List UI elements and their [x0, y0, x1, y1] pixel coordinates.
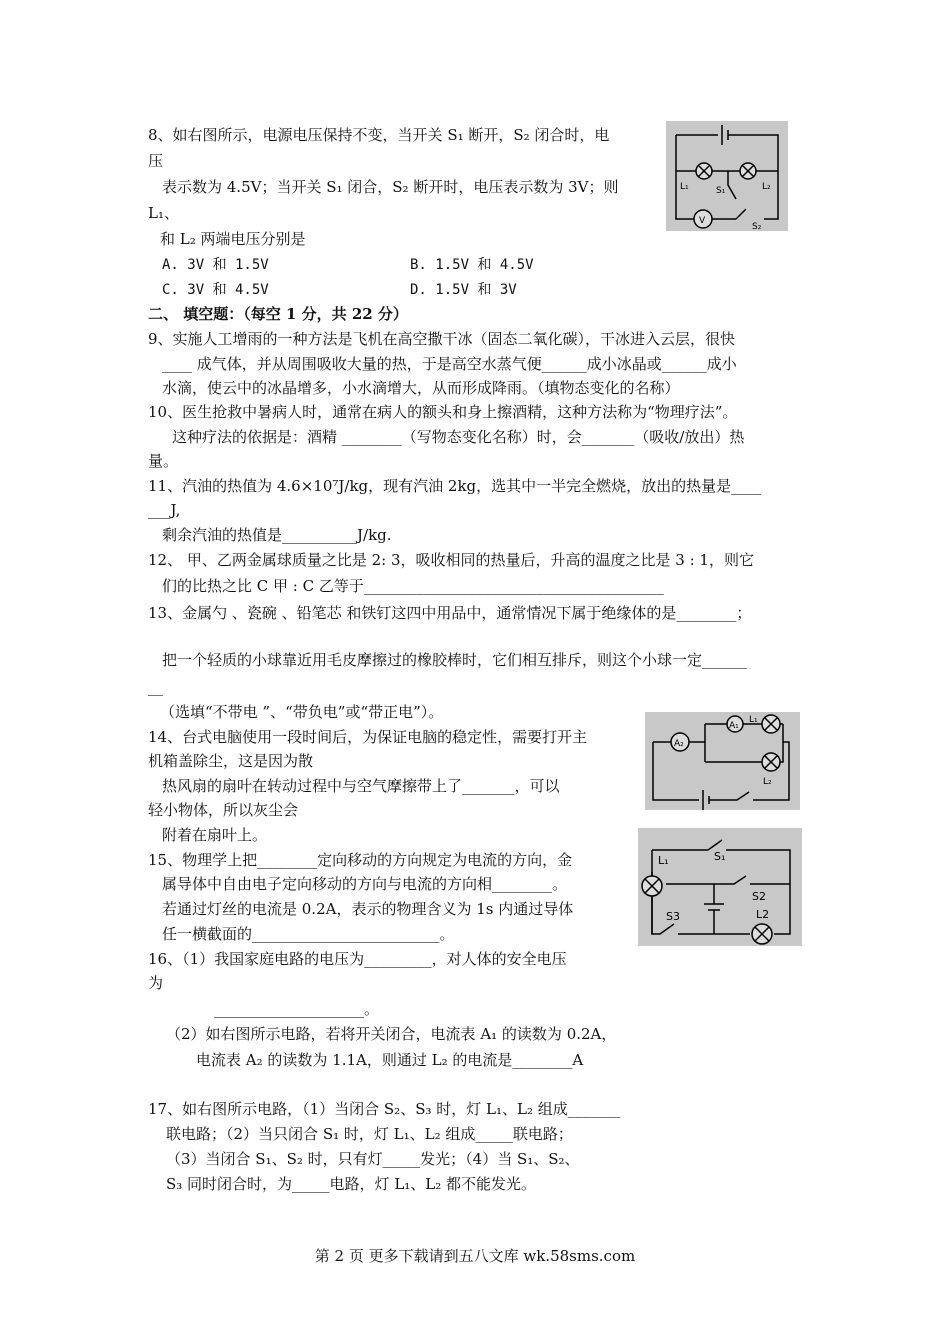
q16-line3: ____________________。 — [214, 1000, 380, 1018]
q8-line1: 8、如右图所示，电源电压保持不变，当开关 S₁ 断开，S₂ 闭合时，电 — [148, 126, 610, 144]
fig1-voltmeter-label: V — [699, 216, 706, 226]
q8-line5: 和 L₂ 两端电压分别是 — [160, 230, 306, 248]
q8-option-c: C. 3V 和 4.5V — [162, 282, 269, 298]
q17-line4: S₃ 同时闭合时，为_____电路，灯 L₁、L₂ 都不能发光。 — [166, 1175, 537, 1193]
q13-line1: 13、金属勺 、瓷碗 、铅笔芯 和铁钉这四中用品中，通常情况下属于绝缘体的是________； — [148, 604, 752, 622]
q15-line4: 任一横截面的_________________________。 — [162, 925, 455, 943]
q12-line1: 12、 甲、乙两金属球质量之比是 2: 3，吸收相同的热量后，升高的温度之比是 3 : 1，则它 — [148, 551, 754, 569]
fig3-s3-label: S3 — [666, 910, 680, 923]
fig1-l2-label: L₂ — [762, 182, 771, 192]
section-title: 二、 填空题：（每空 1 分，共 22 分） — [148, 305, 408, 323]
q17-line2: 联电路；（2）当只闭合 S₁ 时，灯 L₁、L₂ 组成_____联电路； — [166, 1125, 573, 1143]
q14-line3: 热风扇的扇叶在转动过程中与空气摩擦带上了_______，可以 — [162, 777, 560, 795]
q10-line1: 10、医生抢救中暑病人时，通常在病人的额头和身上擦酒精，这种方法称为“物理疗法”。 — [148, 403, 738, 421]
q10-line2: 这种疗法的依据是：酒精 ________（写物态变化名称）时，会_______（吸收/放出）热 — [172, 428, 745, 446]
q16-line1: 16、（1）我国家庭电路的电压为_________，对人体的安全电压 — [148, 950, 567, 968]
q9-line1: 9、实施人工增雨的一种方法是飞机在高空撒干冰（固态二氧化碳），干冰进入云层，很快 — [148, 330, 736, 348]
circuit-diagram-switches — [638, 828, 802, 946]
circuit-figure-q17 — [638, 828, 802, 946]
q10-line3: 量。 — [148, 452, 179, 470]
q11-line2: ___J, — [148, 501, 181, 519]
fig3-l2-label: L2 — [756, 908, 770, 921]
q8-option-a: A. 3V 和 1.5V — [162, 257, 269, 273]
circuit-diagram-ammeters — [645, 712, 800, 810]
circuit-figure-q16 — [645, 712, 800, 810]
q13-line4: （选填“不带电 ”、“带负电”或“带正电”）。 — [160, 703, 444, 721]
q8-line3: 表示数为 4.5V；当开关 S₁ 闭合，S₂ 断开时，电压表示数为 3V；则 — [162, 178, 619, 196]
q14-line5: 附着在扇叶上。 — [162, 826, 268, 844]
page-footer: 第 2 页 更多下载请到五八文库 wk.58sms.com — [314, 1247, 636, 1265]
fig2-l1-label: L₁ — [749, 715, 758, 725]
q15-line1: 15、物理学上把________定向移动的方向规定为电流的方向，金 — [148, 851, 573, 869]
fig2-a2-label: A₂ — [674, 739, 684, 749]
q9-line3: 水滴，使云中的冰晶增多，小水滴增大，从而形成降雨。（填物态变化的名称） — [162, 379, 680, 397]
q17-line3: （3）当闭合 S₁、S₂ 时，只有灯_____发光；（4）当 S₁、S₂、 — [166, 1150, 580, 1168]
q13-line2: 把一个轻质的小球靠近用毛皮摩擦过的橡胶棒时，它们相互排斥，则这个小球一定______ — [162, 651, 748, 669]
q16-line2: 为 — [148, 974, 164, 992]
fig2-l2-label: L₂ — [763, 777, 772, 787]
fig1-s2-label: S₂ — [752, 222, 762, 231]
q8-option-d: D. 1.5V 和 3V — [410, 282, 517, 298]
q15-line3: 若通过灯丝的电流是 0.2A，表示的物理含义为 1s 内通过导体 — [162, 900, 574, 918]
circuit-diagram-voltmeter — [666, 121, 788, 231]
fig1-l1-label: L₁ — [680, 182, 689, 192]
q16-line5: 电流表 A₂ 的读数为 1.1A，则通过 L₂ 的电流是________A — [196, 1051, 584, 1069]
q16-line4: （2）如右图所示电路，若将开关闭合，电流表 A₁ 的读数为 0.2A， — [166, 1025, 617, 1043]
q11-line3: 剩余汽油的热值是__________J/kg. — [162, 526, 392, 544]
fig3-s1-label: S₁ — [714, 850, 726, 863]
fig2-a1-label: A₁ — [729, 721, 739, 731]
q14-line2: 机箱盖除尘，这是因为散 — [148, 752, 314, 770]
q14-line1: 14、台式电脑使用一段时间后，为保证电脑的稳定性，需要打开主 — [148, 728, 588, 746]
q11-line1: 11、汽油的热值为 4.6×10⁷J/kg，现有汽油 2kg，选其中一半完全燃烧，放出的热量是____ — [148, 477, 762, 495]
fig3-s2-label: S2 — [752, 890, 766, 903]
fig1-s1-label: S₁ — [716, 186, 726, 196]
q12-line2: 们的比热之比 C 甲 : C 乙等于________________________________________ — [162, 577, 664, 595]
q15-line2: 属导体中自由电子定向移动的方向与电流的方向相________。 — [162, 875, 568, 893]
q9-line2: ____ 成气体，并从周围吸收大量的热，于是高空水蒸气便______成小冰晶或______成小 — [162, 355, 737, 373]
q14-line4: 轻小物体，所以灰尘会 — [148, 801, 299, 819]
q8-option-b: B. 1.5V 和 4.5V — [410, 257, 534, 273]
q8-line2: 压 — [148, 152, 164, 170]
fig3-l1-label: L₁ — [658, 854, 669, 867]
circuit-figure-q8 — [666, 121, 788, 231]
q8-line4: L₁、 — [148, 204, 179, 222]
q17-line1: 17、如右图所示电路，（1）当闭合 S₂、S₃ 时，灯 L₁、L₂ 组成_______ — [148, 1100, 621, 1118]
q13-line3: __ — [148, 678, 163, 696]
